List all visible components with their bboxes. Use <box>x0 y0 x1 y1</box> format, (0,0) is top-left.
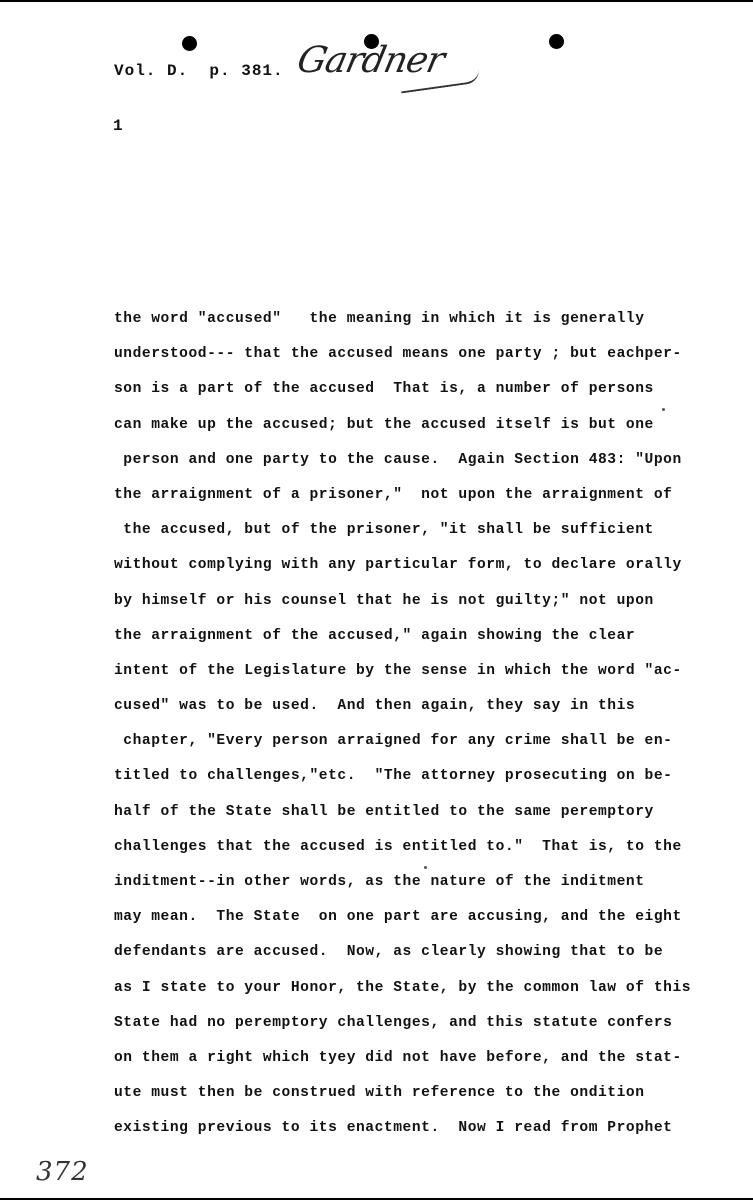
text-line: can make up the accused; but the accused itself is but one <box>114 416 654 433</box>
text-line: without complying with any particular form, to declare orally <box>114 557 682 574</box>
text-line: as I state to your Honor, the State, by the common law of this <box>114 979 692 996</box>
text-line: titled to challenges,"etc. "The attorney prosecuting on be- <box>114 768 673 785</box>
text-line: by himself or his counsel that he is not guilty;" not upon <box>114 592 654 609</box>
text-line: half of the State shall be entitled to the same peremptory <box>114 803 654 820</box>
text-line: son is a part of the accused That is, a number of persons <box>114 381 654 398</box>
text-line: on them a right which tyey did not have before, and the stat- <box>114 1049 682 1066</box>
punch-hole <box>549 34 564 49</box>
text-line: person and one party to the cause. Again Section 483: "Upon <box>114 451 682 468</box>
punch-hole <box>182 36 197 51</box>
handwritten-signature: Gardner <box>293 40 448 81</box>
text-line: State had no peremptory challenges, and this statute confers <box>114 1014 673 1031</box>
text-line: chapter, "Every person arraigned for any crime shall be en- <box>114 733 673 750</box>
text-line: challenges that the accused is entitled to." That is, to the <box>114 838 682 855</box>
volume-page-header: Vol. D. p. 381. <box>114 62 284 80</box>
page-number: 1 <box>113 117 123 135</box>
text-line: intent of the Legislature by the sense in which the word "ac- <box>114 662 682 679</box>
text-line: the arraignment of a prisoner," not upon the arraignment of <box>114 486 673 503</box>
text-line: the word "accused" the meaning in which it is generally <box>114 311 645 327</box>
text-line: cused" was to be used. And then again, they say in this <box>114 698 636 715</box>
text-line: ute must then be construed with reference to the ondition <box>114 1085 645 1102</box>
transcript-body <box>114 307 714 1152</box>
paper-speck <box>424 866 427 869</box>
text-line: inditment--in other words, as the nature of the inditment <box>114 874 645 890</box>
text-line: defendants are accused. Now, as clearly showing that to be <box>114 944 664 961</box>
text-line: the accused, but of the prisoner, "it shall be sufficient <box>114 522 654 539</box>
text-line: the arraignment of the accused," again showing the clear <box>114 627 636 644</box>
text-line: existing previous to its enactment. Now I read from Prophet <box>114 1120 673 1137</box>
text-line: understood--- that the accused means one party ; but eachper- <box>114 346 682 363</box>
handwritten-archive-number: 372 <box>36 1157 89 1187</box>
paper-speck <box>662 408 665 411</box>
text-line: may mean. The State on one part are accusing, and the eight <box>114 909 682 926</box>
